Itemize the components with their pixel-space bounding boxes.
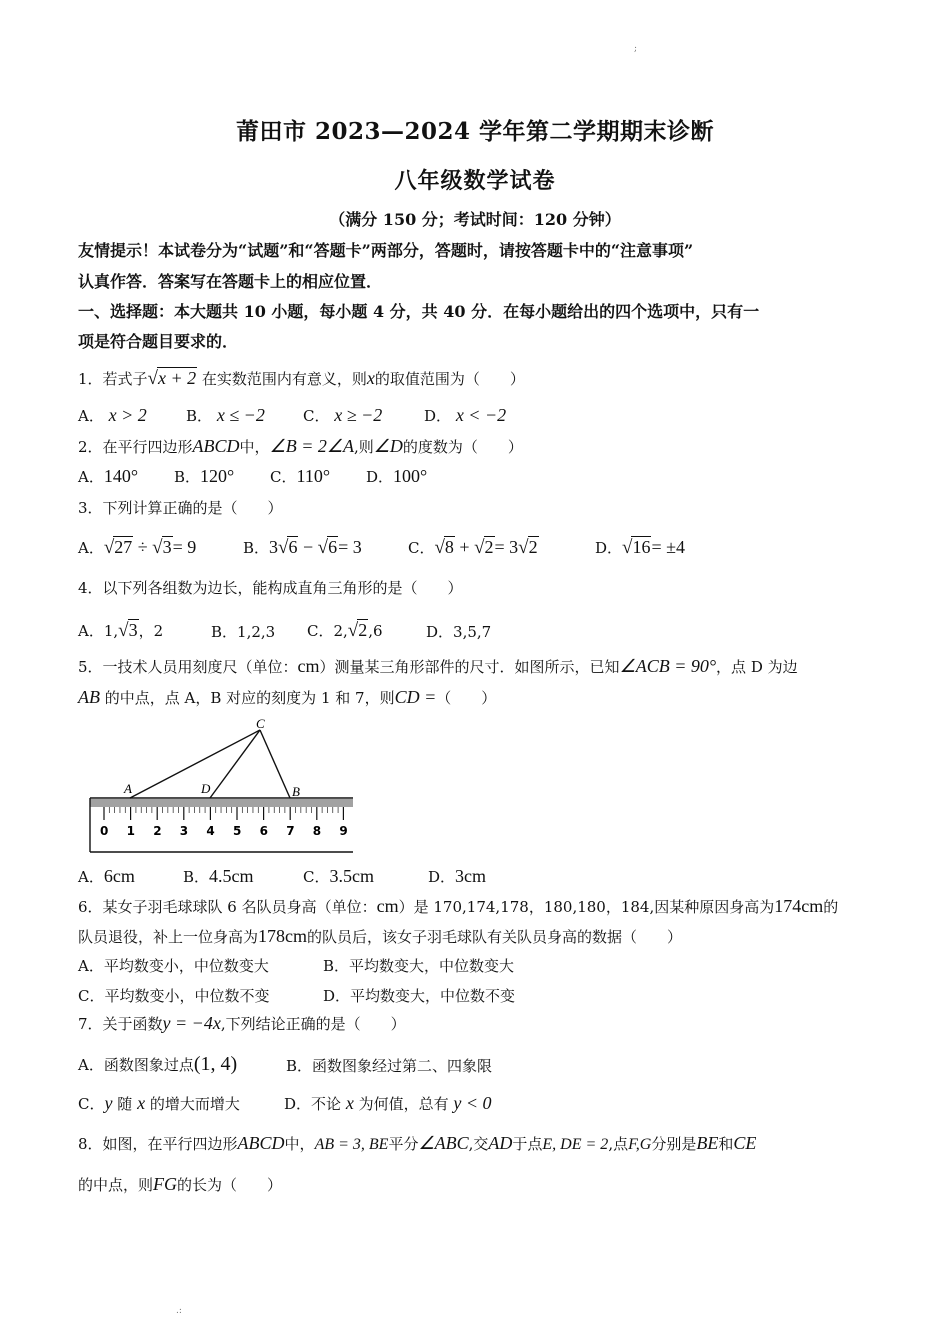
q2-option-b[interactable]: B．120° [174, 466, 235, 486]
q7-option-d[interactable]: D．不论 x 为何值，总有 y < 0 [284, 1093, 492, 1113]
question-5-stem-line-1: 5．一技术人员用刻度尺（单位：cm）测量某三角形部件的尺寸．如图所示，已知∠ACB = 90°，点 D 为边 [78, 656, 798, 676]
q3-option-a[interactable]: A．√27 ÷ √3= 9 [78, 537, 197, 558]
question-6-stem-line-1: 6．某女子羽毛球球队 6 名队员身高（单位：cm）是 170,174,178，180,180，184,因某种原因身高为174cm的 [78, 896, 839, 916]
point-a-label: A [124, 781, 132, 796]
q3-option-b[interactable]: B．3√6 − √6= 3 [243, 537, 362, 558]
question-8-stem-line-1: 8．如图，在平行四边形ABCD中，AB = 3, BE平分∠ABC,交AD于点E, DE = 2,点F,G分别是BE和CE [78, 1133, 757, 1153]
q6-option-c[interactable]: C．平均数变小，中位数不变 [78, 987, 270, 1005]
ruler [90, 798, 353, 852]
scan-mark-bottom: .: [176, 1306, 182, 1316]
q1-option-d[interactable]: D． x < −2 [424, 405, 507, 425]
question-5-stem-line-2: AB 的中点，点 A，B 对应的刻度为 1 和 7，则CD =（ ） [78, 687, 497, 707]
question-3-stem: 3．下列计算正确的是（ ） [78, 499, 283, 517]
exam-meta: （满分 150 分；考试时间：120 分钟） [329, 210, 621, 229]
q1-option-b[interactable]: B． x ≤ −2 [186, 405, 265, 425]
ruler-tick-label: 9 [339, 824, 348, 838]
scan-mark: ; [634, 44, 638, 54]
point-d-label: D [201, 781, 211, 796]
ruler-tick-label: 3 [179, 824, 189, 838]
ruler-tick-label: 5 [233, 824, 242, 838]
ruler-tick-label: 7 [286, 824, 295, 838]
q5-option-c[interactable]: C．3.5cm [303, 866, 374, 886]
q5-option-b[interactable]: B．4.5cm [183, 866, 254, 886]
ruler-tick-label: 0 [100, 824, 109, 838]
q5-option-a[interactable]: A．6cm [78, 866, 135, 886]
q7-option-a[interactable]: A．函数图象过点(1, 4) [78, 1053, 238, 1075]
question-7-stem: 7．关于函数y = −4x,下列结论正确的是（ ） [78, 1013, 406, 1033]
question-8-stem-line-2: 的中点，则FG的长为（ ） [78, 1174, 283, 1194]
question-1-stem: 1．若式子√x + 2 在实数范围内有意义，则x的取值范围为（ ） [78, 368, 525, 389]
q3-option-d[interactable]: D．√16= ±4 [595, 537, 685, 558]
ruler-tick-label: 8 [312, 824, 322, 838]
q3-option-c[interactable]: C．√8 + √2= 3√2 [408, 537, 538, 558]
q4-option-b[interactable]: B．1,2,3 [211, 623, 276, 641]
ruler-tick-label: 2 [153, 824, 162, 838]
q1-option-c[interactable]: C． x ≥ −2 [303, 405, 383, 425]
q2-option-c[interactable]: C．110° [270, 466, 331, 486]
radicand: x + 2 [157, 368, 197, 388]
section-heading-line-1: 一、选择题：本大题共 10 小题，每小题 4 分，共 40 分．在每小题给出的四个选项中，只有一 [78, 302, 760, 321]
q2-option-a[interactable]: A．140° [78, 466, 139, 486]
q7-option-c[interactable]: C．y 随 x 的增大而增大 [78, 1093, 240, 1113]
exam-subtitle: 八年级数学试卷 [394, 168, 556, 194]
q4-option-a[interactable]: A．1,√3，2 [78, 620, 164, 641]
notice-line-2: 认真作答．答案写在答题卡上的相应位置． [78, 272, 383, 291]
q4-option-d[interactable]: D．3,5,7 [426, 623, 492, 641]
q2-option-d[interactable]: D．100° [366, 466, 428, 486]
q6-option-b[interactable]: B．平均数变大，中位数变大 [323, 957, 515, 975]
point-c-label: C [256, 716, 265, 731]
q6-option-d[interactable]: D．平均数变大，中位数不变 [323, 987, 516, 1005]
point-b-label: B [292, 784, 300, 799]
section-heading-line-2: 项是符合题目要求的． [78, 332, 239, 351]
question-2-stem: 2．在平行四边形ABCD中，∠B = 2∠A,则∠D的度数为（ ） [78, 436, 523, 456]
question-4-stem: 4．以下列各组数为边长，能构成直角三角形的是（ ） [78, 579, 463, 597]
ruler-tick-label: 6 [259, 824, 268, 838]
exam-title: 莆田市 2023—2024 学年第二学期期末诊断 [235, 118, 715, 145]
ruler-tick-label: 4 [206, 824, 215, 838]
ruler-tick-label: 1 [126, 824, 135, 838]
question-6-stem-line-2: 队员退役，补上一位身高为178cm的队员后，该女子羽毛球队有关队员身高的数据（ ） [78, 926, 683, 946]
q1-option-a[interactable]: A． x > 2 [78, 405, 147, 425]
q6-option-a[interactable]: A．平均数变小，中位数变大 [78, 957, 269, 975]
q7-option-b[interactable]: B．函数图象经过第二、四象限 [286, 1057, 493, 1075]
notice-line-1: 友情提示！本试卷分为“试题”和“答题卡”两部分，答题时，请按答题卡中的“注意事项” [78, 241, 694, 260]
q5-option-d[interactable]: D．3cm [428, 866, 487, 886]
ruler-triangle-figure [88, 716, 360, 856]
q4-option-c[interactable]: C．2,√2,6 [307, 620, 383, 641]
